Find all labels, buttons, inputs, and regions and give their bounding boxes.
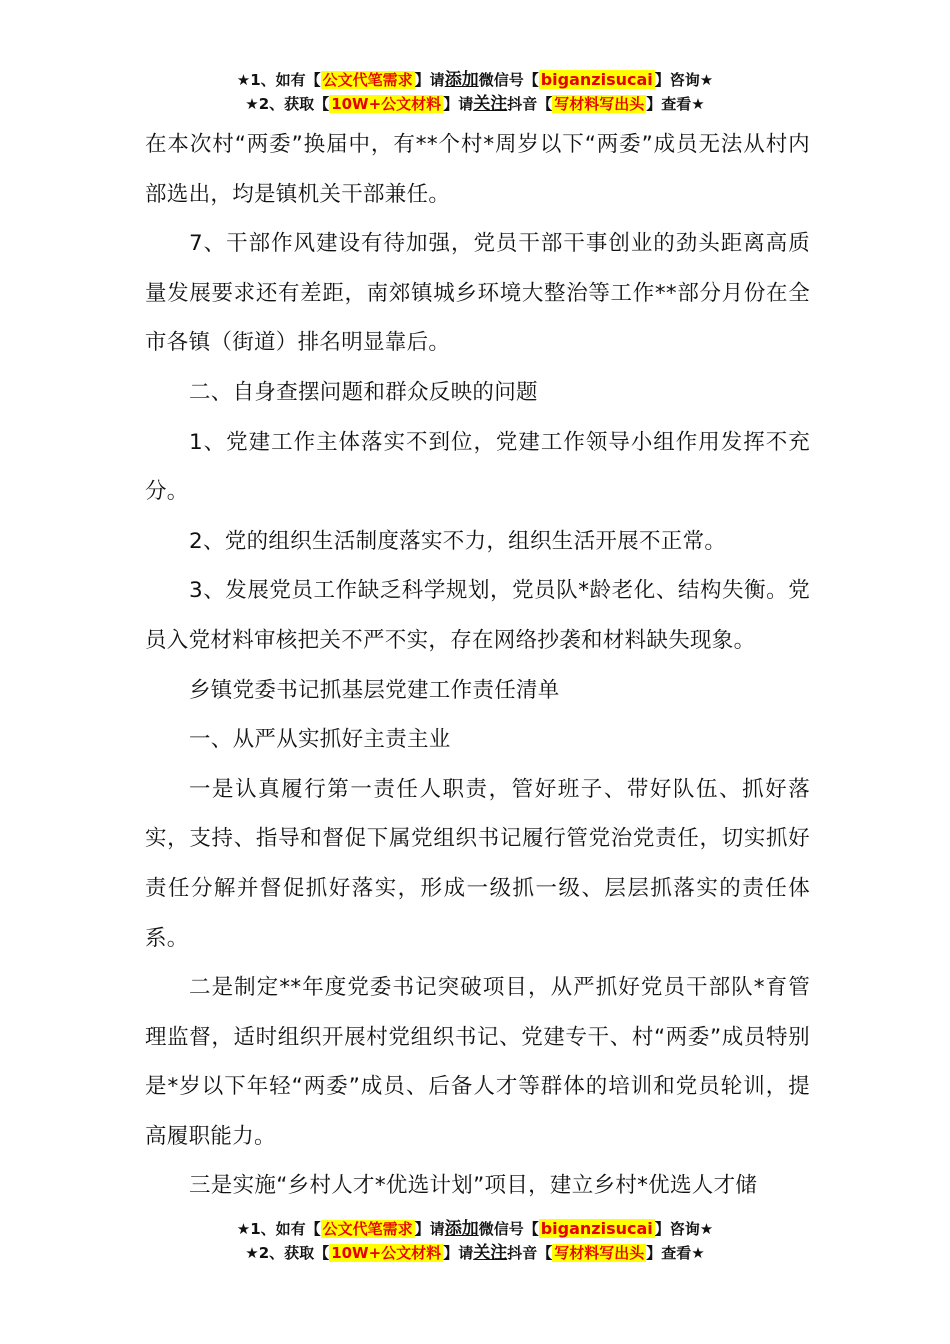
banner-text: ★2、获取【	[245, 1244, 330, 1262]
top-banner	[0, 68, 950, 116]
banner-text: 微信号【	[478, 1220, 539, 1238]
banner-emphasis: 关注	[473, 94, 508, 114]
banner-emphasis: 添加	[444, 70, 479, 90]
highlight-wechat-id: biganzisucai	[540, 1219, 653, 1238]
banner-line-2	[0, 92, 950, 116]
banner-text: 抖音【	[507, 1244, 553, 1262]
highlight-materials: 10W+公文材料	[331, 1244, 442, 1262]
banner-text: 】查看★	[646, 95, 705, 113]
paragraph: 3、发展党员工作缺乏科学规划，党员队*龄老化、结构失衡。党员入党材料审核把关不严不实，存在网络抄袭和材料缺失现象。	[145, 578, 810, 653]
document-title: 乡镇党委书记抓基层党建工作责任清单	[189, 677, 560, 703]
banner-line-1	[0, 1217, 950, 1241]
paragraph: 7、干部作风建设有待加强，党员干部干事创业的劲头距离高质量发展要求还有差距，南郊镇城乡环境大整治等工作**部分月份在全市各镇（街道）排名明显靠后。	[145, 231, 810, 356]
banner-text: ★1、如有【	[236, 71, 321, 89]
banner-text: ★1、如有【	[236, 1220, 321, 1238]
section-heading: 二、自身查摆问题和群众反映的问题	[189, 379, 538, 405]
banner-emphasis: 关注	[473, 1243, 508, 1263]
highlight-wechat-id: biganzisucai	[540, 70, 653, 89]
paragraph: 二是制定**年度党委书记突破项目，从严抓好党员干部队*育管理监督，适时组织开展村党组织书记、党建专干、村“两委”成员特别是*岁以下年轻“两委”成员、后备人才等群体的培训和党员轮训，提高履职能力。	[145, 975, 810, 1149]
banner-text: 】请	[414, 71, 445, 89]
paragraph: 2、党的组织生活制度落实不力，组织生活开展不正常。	[189, 528, 727, 554]
banner-text: ★2、获取【	[245, 95, 330, 113]
paragraph: 在本次村“两委”换届中，有**个村*周岁以下“两委”成员无法从村内部选出，均是镇机关干部兼任。	[145, 132, 810, 207]
highlight-douyin-account: 写材料写出头	[554, 1244, 645, 1262]
highlight-materials: 10W+公文材料	[331, 95, 442, 113]
banner-text: 抖音【	[507, 95, 553, 113]
paragraph: 一是认真履行第一责任人职责，管好班子、带好队伍、抓好落实，支持、指导和督促下属党组织书记履行管党治党责任，切实抓好责任分解并督促抓好落实，形成一级抓一级、层层抓落实的责任体系。	[145, 776, 810, 951]
banner-emphasis: 添加	[444, 1219, 479, 1239]
section-heading: 一、从严从实抓好主责主业	[189, 727, 451, 753]
banner-text: 】咨询★	[654, 1220, 714, 1238]
banner-text: 】请	[443, 95, 474, 113]
banner-text: 】请	[443, 1244, 474, 1262]
bottom-banner	[0, 1217, 950, 1265]
banner-line-1	[0, 68, 950, 92]
highlight-service: 公文代笔需求	[322, 1220, 413, 1238]
highlight-douyin-account: 写材料写出头	[554, 95, 645, 113]
paragraph: 1、党建工作主体落实不到位，党建工作领导小组作用发挥不充分。	[145, 429, 810, 505]
banner-text: 】请	[414, 1220, 445, 1238]
highlight-service: 公文代笔需求	[322, 71, 413, 89]
banner-text: 微信号【	[478, 71, 539, 89]
banner-line-2	[0, 1241, 950, 1265]
banner-text: 】咨询★	[654, 71, 714, 89]
document-body	[145, 120, 810, 1211]
paragraph: 三是实施“乡村人才*优选计划”项目，建立乡村*优选人才储	[189, 1173, 758, 1199]
banner-text: 】查看★	[646, 1244, 705, 1262]
